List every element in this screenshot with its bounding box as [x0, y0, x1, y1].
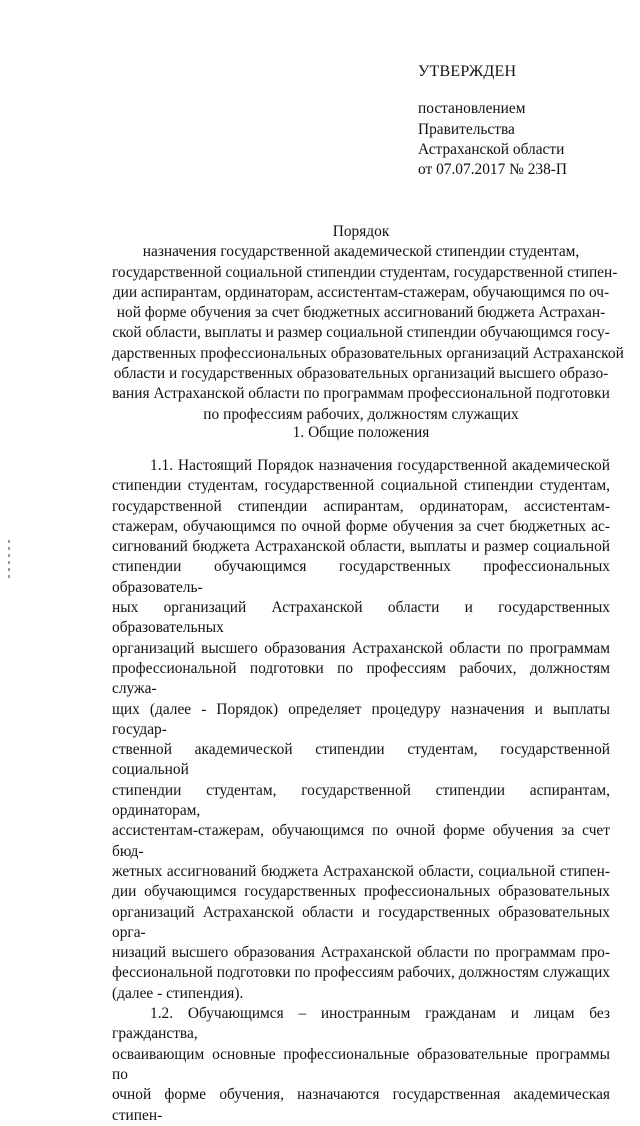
title-line: по профессиям рабочих, должностям служащих	[203, 405, 519, 423]
approval-line: Астраханской области	[418, 140, 565, 158]
approval-line: от 07.07.2017 № 238-П	[418, 161, 568, 179]
body-line: (далее - стипендия).	[112, 984, 244, 1002]
body-text	[112, 456, 610, 1126]
title-line: ной форме обучения за счет бюджетных ассигнований бюджета Астрахан-	[116, 304, 606, 322]
body-line: фессиональной подготовки по профессиям рабочих, должностям служащих	[112, 964, 610, 982]
approval-heading: УТВЕРЖДЕН	[418, 63, 517, 80]
title-heading: Порядок	[332, 223, 390, 240]
body-line: очной форме обучения, назначаются государственная академическая стипен-	[112, 1086, 610, 1124]
title-line: ской области, выплаты и размер социальной стипендии обучающимся госу-	[112, 324, 610, 342]
body-line: стажерам, обучающимся по очной форме обучения за счет бюджетных ас-	[112, 517, 610, 535]
title-line: дии аспирантам, ординаторам, ассистентам-стажерам, обучающимся по оч-	[112, 283, 610, 301]
body-line: осваивающим основные профессиональные образовательные программы по	[112, 1045, 610, 1083]
body-line: профессиональной подготовки по профессиям рабочих, должностям служа-	[112, 659, 610, 698]
scan-margin-mark	[8, 540, 10, 580]
body-line: низаций высшего образования Астраханской области по программам про-	[112, 944, 610, 962]
body-line: 1.2. Обучающимся – иностранным гражданам и лицам без гражданства,	[112, 1005, 610, 1043]
body-line: государственной стипендии аспирантам, ординаторам, ассистентам-	[112, 497, 610, 515]
body-line: стипендии студентам, государственной социальной стипендии студентам,	[112, 477, 610, 495]
section-heading: 1. Общие положения	[292, 424, 430, 441]
body-line: ных организаций Астраханской области и государственных образовательных	[112, 599, 610, 637]
approval-line: Правительства	[418, 120, 515, 138]
document-title	[112, 222, 624, 425]
body-line: сигнований бюджета Астраханской области, выплаты и размер социальной	[112, 538, 610, 556]
approval-stamp	[418, 62, 628, 180]
body-line: жетных ассигнований бюджета Астраханской области, социальной стипен-	[112, 862, 610, 880]
title-line: вания Астраханской области по программам профессиональной подготовки	[112, 385, 610, 403]
body-line: организаций высшего образования Астраханской области по программам	[112, 639, 610, 657]
approval-line: постановлением	[418, 100, 526, 118]
body-line: стипендии обучающимся государственных профессиональных образователь-	[112, 558, 610, 596]
title-line: государственной социальной стипендии студентам, государственной стипен-	[112, 263, 618, 281]
body-line: ственной академической стипендии студентам, государственной социальной	[112, 741, 610, 779]
body-line: щих (далее - Порядок) определяет процедуру назначения и выплаты государ-	[112, 700, 610, 738]
title-line: дарственных профессиональных образовательных организаций Астраханской	[112, 344, 624, 362]
body-line: 1.1. Настоящий Порядок назначения государственной академической	[150, 457, 610, 474]
body-line: стипендии студентам, государственной стипендии аспирантам, ординаторам,	[112, 781, 610, 820]
body-line: ассистентам-стажерам, обучающимся по очной форме обучения за счет бюд-	[112, 822, 610, 860]
body-line: дии обучающимся государственных профессиональных образовательных	[112, 883, 610, 901]
title-line: области и государственных образовательных организаций высшего образо-	[113, 365, 609, 383]
title-line: назначения государственной академической стипендии студентам,	[142, 243, 580, 261]
body-line: организаций Астраханской области и государственных образовательных орга-	[112, 903, 610, 941]
